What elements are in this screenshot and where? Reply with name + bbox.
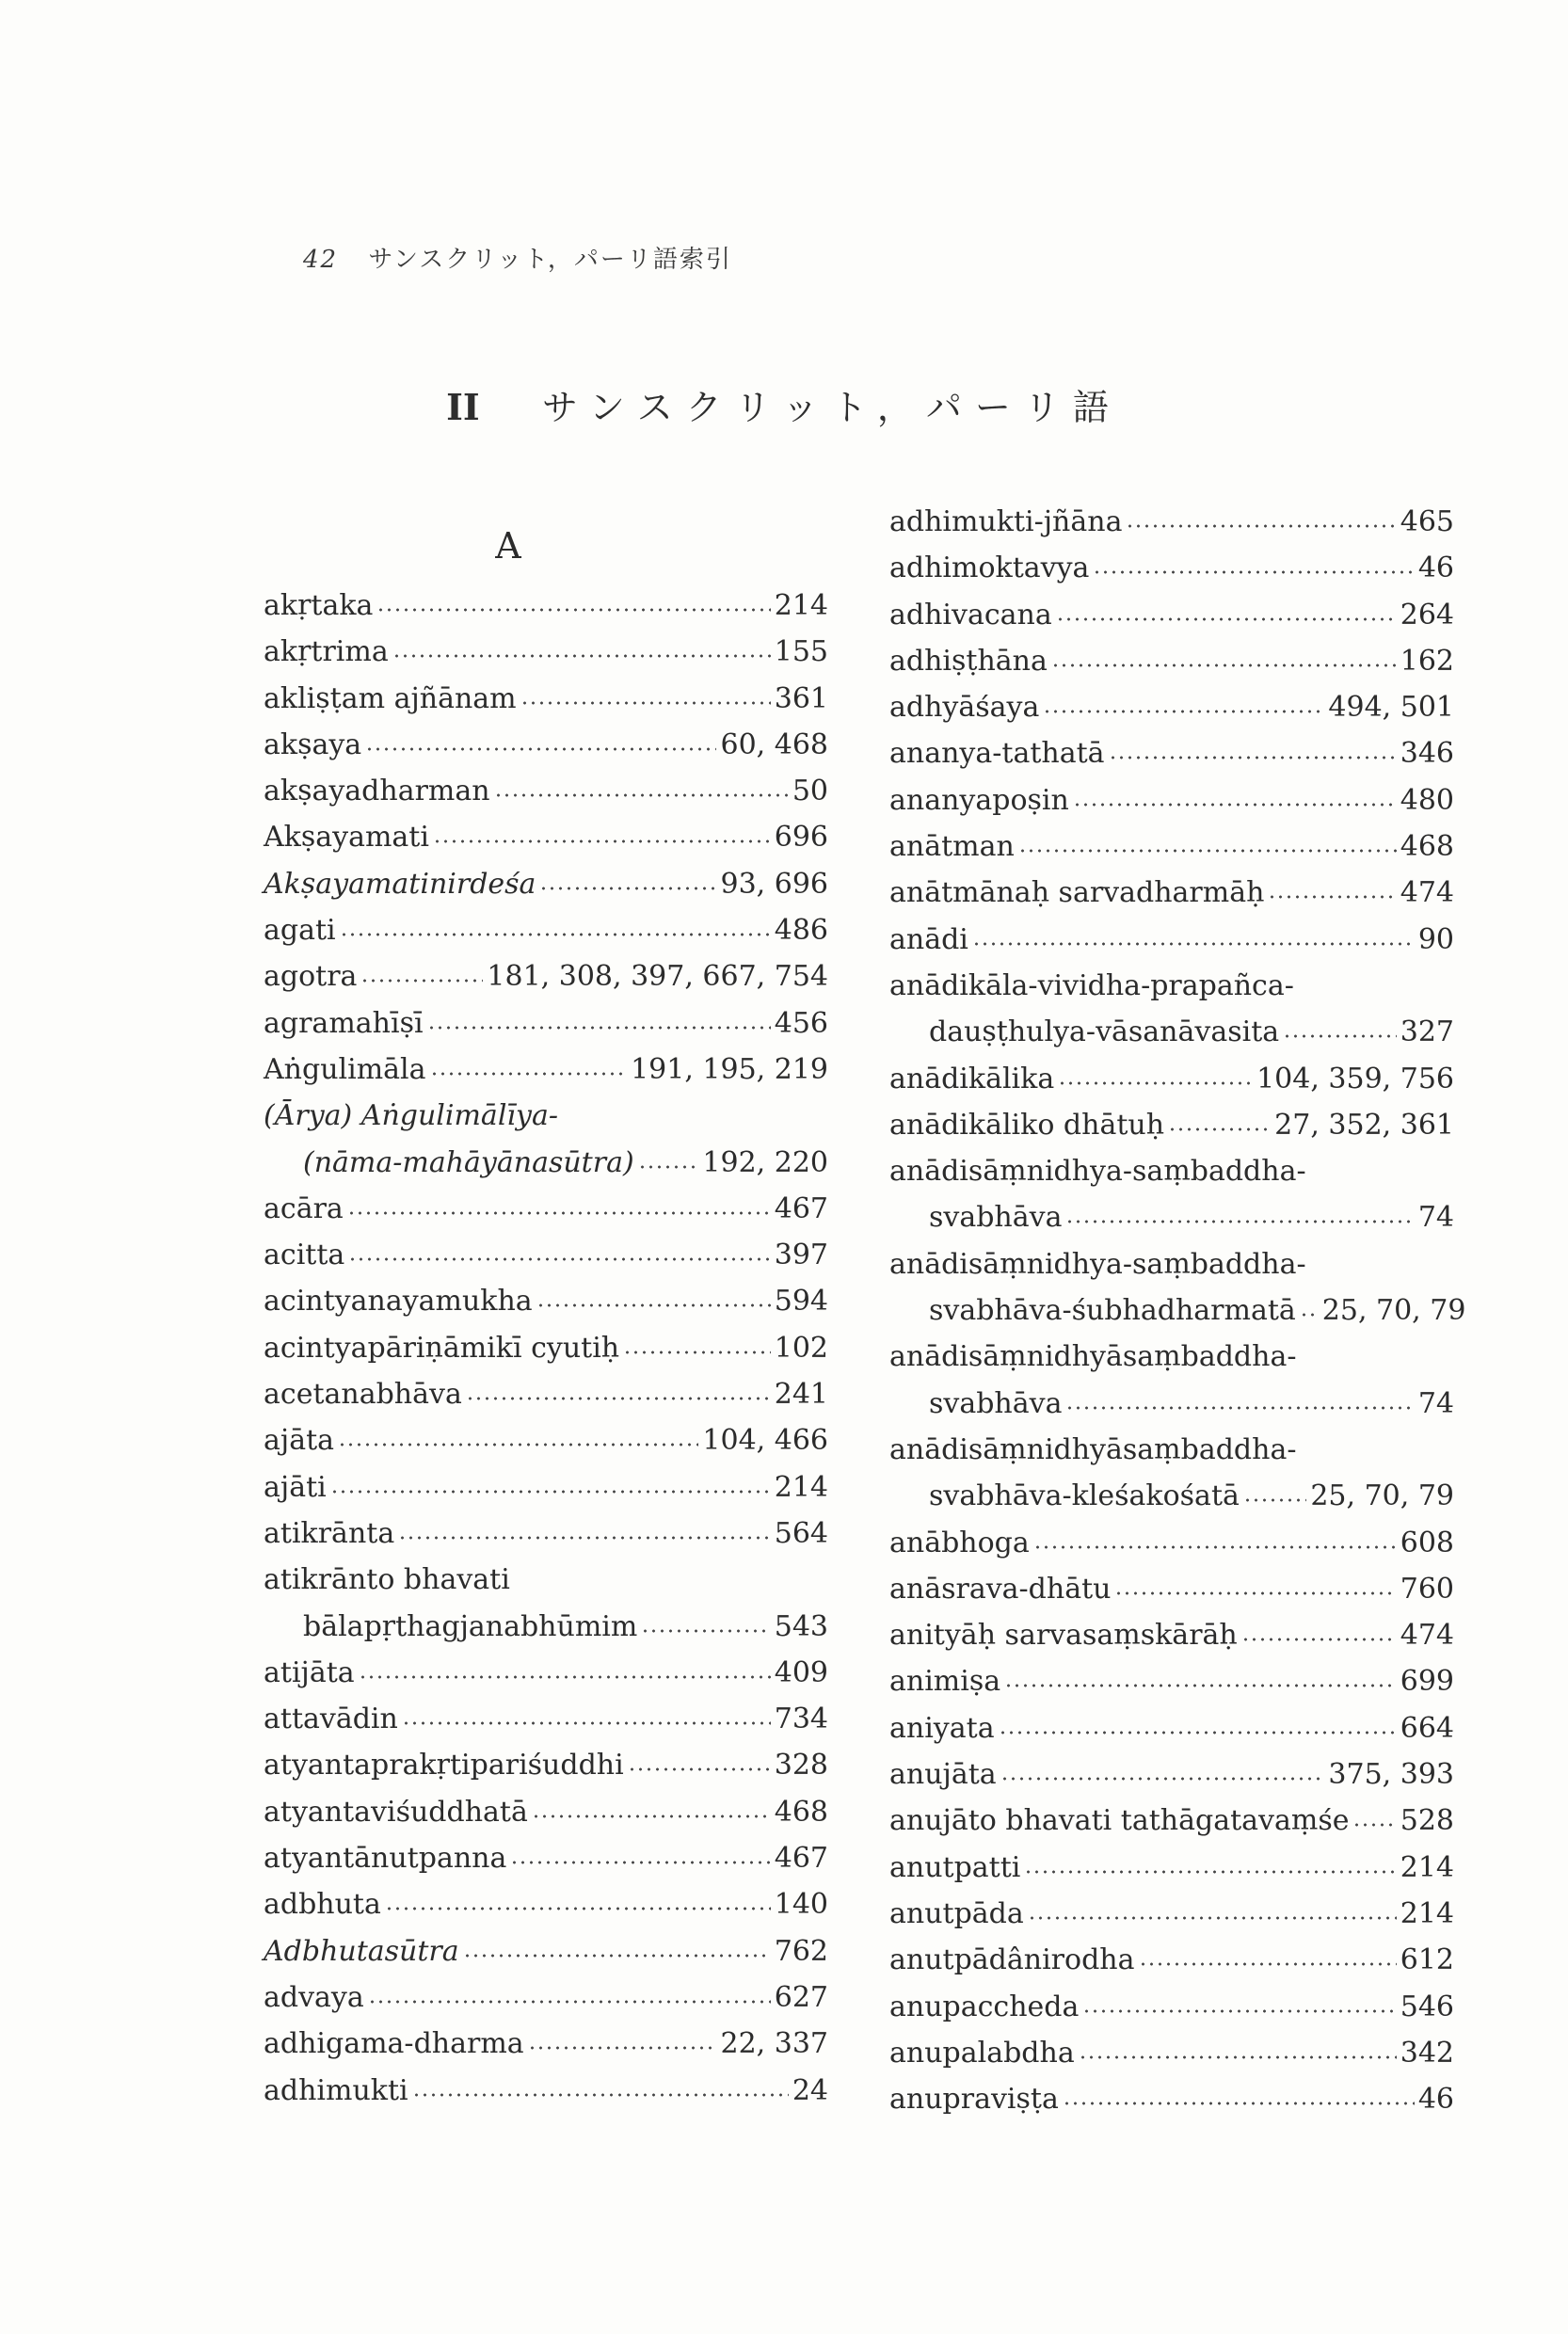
index-entry [889,1891,1454,1937]
index-entry [889,730,1454,776]
entry-term: atyantaprakṛtipariśuddhi [264,1749,624,1782]
index-entry [264,676,828,722]
index-entry [264,1604,828,1650]
index-entry [264,1928,828,1974]
entry-term: agramahīṣī [264,1006,424,1040]
dot-leader [376,605,770,615]
index-entry [889,1148,1454,1194]
entry-term: aniyata [889,1711,995,1745]
index-entry [264,1835,828,1881]
entry-pages: 528 [1400,1804,1454,1838]
entry-pages: 486 [774,914,828,948]
entry-pages: 104, 466 [702,1424,828,1458]
entry-term: Akṣayamati [264,821,429,855]
index-entry [889,777,1454,823]
entry-term: agotra [264,960,358,994]
entry-term: anutpatti [889,1850,1021,1884]
entry-term: anādisāṃnidhya-saṃbaddha- [889,1247,1306,1281]
index-entry [889,592,1454,638]
index-entry [264,814,828,860]
entry-term: anupraviṣṭa [889,2083,1059,2117]
dot-leader [1065,1217,1414,1226]
index-entry [889,1658,1454,1704]
entry-term: adhigama-dharma [264,2027,524,2061]
entry-pages: 24 [792,2073,828,2107]
entry-term: anityāḥ sarvasaṃskārāḥ [889,1619,1238,1653]
dot-leader [1056,615,1397,624]
dot-leader [1082,2006,1396,2016]
entry-pages: 74 [1417,1201,1454,1235]
index-entry [889,1845,1454,1891]
entry-pages: 456 [774,1006,828,1040]
entry-pages: 191, 195, 219 [631,1052,828,1086]
index-entry [889,870,1454,916]
entry-pages: 264 [1400,598,1454,631]
entry-term: anātman [889,830,1015,864]
entry-pages: 50 [792,775,828,808]
dot-leader [1241,1635,1397,1644]
entry-pages: 594 [774,1285,828,1319]
dot-leader [628,1765,771,1774]
dot-leader [1079,2053,1397,2062]
index-entry [889,638,1454,684]
index-entry [264,953,828,999]
index-entry [264,1232,828,1278]
index-entry [264,1417,828,1463]
entry-term: anupaccheda [889,1990,1080,2023]
entry-pages: 214 [774,1470,828,1504]
index-entry [889,963,1454,1009]
entry-pages: 90 [1417,922,1454,956]
entry-term: atikrānto bhavati [264,1563,510,1597]
dot-leader [1028,1913,1397,1923]
entry-term: svabhāva [929,1201,1063,1235]
index-entry [264,1047,828,1093]
entry-pages: 546 [1400,1990,1454,2023]
entry-term: anādikāla-vividha-prapañca- [889,968,1294,1002]
index-entry [889,1612,1454,1658]
entry-pages: 375, 393 [1328,1758,1454,1792]
entry-term: anādisāṃnidhyāsaṃbaddha- [889,1432,1297,1466]
entry-pages: 102 [774,1331,828,1365]
entry-pages: 346 [1400,737,1454,771]
entry-term: anādikālika [889,1062,1055,1095]
entry-pages: 397 [774,1239,828,1272]
index-entry [264,1325,828,1371]
dot-leader [365,744,716,754]
entry-term: akṛtrima [264,635,389,669]
dot-leader [433,837,771,846]
entry-pages: 465 [1400,505,1454,538]
entry-term: acāra [264,1191,344,1225]
entry-pages: 46 [1417,552,1454,585]
entry-pages: 22, 337 [720,2027,828,2061]
left-column [264,522,828,2114]
dot-leader [532,1812,771,1821]
entry-pages: 214 [774,589,828,622]
dot-leader [1065,1403,1414,1413]
entry-pages: 25, 70, 79 [1310,1479,1454,1513]
index-entry [264,1650,828,1696]
entry-term: anutpādânirodha [889,1943,1135,1977]
entry-term: advaya [264,1980,364,2014]
dot-leader [520,698,771,708]
entry-term: svabhāva-kleśakośatā [929,1479,1240,1513]
entry-pages: 734 [774,1703,828,1736]
entry-term: animiṣa [889,1665,1001,1699]
entry-pages: 241 [774,1378,828,1412]
dot-leader [1004,1681,1397,1690]
entry-pages: 60, 468 [720,727,828,761]
index-entry [264,1278,828,1324]
entry-term: ananyapoṣin [889,783,1069,817]
index-entry [889,1751,1454,1798]
index-entry [264,1140,828,1186]
entry-pages: 627 [774,1980,828,2014]
entry-pages: 104, 359, 756 [1256,1062,1454,1095]
dot-leader [402,1719,771,1728]
index-entry [889,1984,1454,2030]
index-entry [264,1511,828,1557]
entry-pages: 543 [774,1609,828,1643]
entry-term: ajāta [264,1424,335,1458]
entry-term: adbhuta [264,1888,381,1922]
entry-term: adhimukti [264,2073,408,2107]
page-number: 42 [303,246,339,274]
entry-term: agati [264,914,336,948]
entry-term: akṣayadharman [264,775,490,808]
dot-leader [360,976,483,985]
dot-leader [999,1728,1397,1737]
dot-leader [347,1208,771,1218]
entry-term: adhimukti-jñāna [889,505,1123,538]
entry-term: anādikāliko dhātuḥ [889,1108,1165,1142]
entry-term: acitta [264,1239,345,1272]
dot-leader [1051,661,1397,670]
dot-leader [1283,1031,1397,1041]
entry-pages: 214 [1400,1850,1454,1884]
index-entry [889,1056,1454,1102]
dot-leader [1063,2099,1415,2108]
dot-leader [348,1255,770,1264]
entry-pages: 342 [1400,2036,1454,2070]
dot-leader [340,930,771,939]
index-entry [889,2076,1454,2122]
entry-pages: 762 [774,1934,828,1968]
section-title-text: サンスクリット，パーリ語 [541,387,1122,428]
dot-leader [1268,892,1396,902]
entry-term: dauṣṭhulya-vāsanāvasita [929,1015,1280,1049]
dot-leader [510,1858,770,1867]
entry-pages: 760 [1400,1572,1454,1606]
dot-leader [430,1069,628,1079]
index-entry [889,545,1454,591]
index-entry [264,907,828,953]
dot-leader [1093,568,1414,577]
entry-term: atyantānutpanna [264,1842,507,1876]
dot-leader [368,1997,771,2006]
entry-term: adhiṣṭhāna [889,644,1048,678]
entry-term: atikrānta [264,1516,395,1550]
entry-pages: 162 [1400,644,1454,678]
index-entry [264,1789,828,1835]
dot-leader [972,939,1415,949]
index-entry [264,1696,828,1742]
index-entry [264,722,828,768]
index-entry [889,1520,1454,1566]
index-entry [264,1742,828,1788]
dot-leader [1109,753,1397,762]
index-entry [264,2068,828,2114]
entry-pages: 468 [774,1795,828,1829]
index-entry [889,1473,1454,1519]
entry-term: svabhāva-śubhadharmatā [929,1294,1296,1328]
dot-leader [1024,1867,1396,1877]
entry-term: anupalabdha [889,2036,1075,2070]
index-entry [264,1186,828,1232]
entry-pages: 361 [774,681,828,715]
entry-term: anāsrava-dhātu [889,1572,1112,1606]
letter-heading: A [495,525,521,567]
dot-leader [330,1487,771,1496]
index-entry [889,1705,1454,1751]
entry-term: adhimoktavya [889,552,1090,585]
dot-leader [1300,1310,1319,1319]
dot-leader [528,2043,717,2053]
entry-term: anujāto bhavati tathāgatavaṃśe [889,1804,1350,1838]
dot-leader [1000,1774,1325,1783]
dot-leader [1139,1959,1397,1969]
dot-leader [638,1162,699,1172]
dot-leader [1352,1820,1396,1830]
index-entry [264,1371,828,1417]
entry-pages: 140 [774,1888,828,1922]
index-entry [889,684,1454,730]
dot-leader [398,1533,771,1543]
entry-term: acintyapāriṇāmikī cyutiḥ [264,1331,620,1365]
index-entry [889,1381,1454,1427]
entry-term: anutpāda [889,1896,1024,1930]
entry-pages: 192, 220 [702,1145,828,1179]
dot-leader [536,1301,771,1310]
index-entry [264,1974,828,2021]
index-entry [889,2030,1454,2076]
entry-term: ajāti [264,1470,327,1504]
index-entry [889,1427,1454,1473]
dot-leader [466,1394,771,1403]
dot-leader [1058,1079,1253,1088]
entry-term: Akṣayamatinirdeśa [264,867,536,901]
index-entry [264,583,828,629]
entry-term: adhivacana [889,598,1052,631]
entry-pages: 327 [1400,1015,1454,1049]
dot-leader [463,1951,771,1960]
index-entry [889,1798,1454,1844]
index-entry [889,1194,1454,1240]
dot-leader [1018,846,1397,855]
entry-term: anādi [889,922,968,956]
entry-pages: 474 [1400,1619,1454,1653]
dot-leader [412,2090,789,2100]
entry-pages: 328 [774,1749,828,1782]
entry-pages: 480 [1400,783,1454,817]
index-entry [264,1000,828,1047]
entry-term: bālapṛthagjanabhūmim [303,1609,638,1643]
index-entry [889,499,1454,545]
entry-term: acetanabhāva [264,1378,462,1412]
entry-pages: 612 [1400,1943,1454,1977]
entry-term: Adbhutasūtra [264,1934,459,1968]
entry-pages: 46 [1417,2083,1454,2117]
index-entry [264,768,828,814]
index-entry [889,823,1454,870]
entry-pages: 494, 501 [1328,691,1454,725]
dot-leader [385,1904,771,1913]
entry-term: svabhāva [929,1386,1063,1420]
dot-leader [1243,1495,1306,1505]
entry-term: attavādin [264,1703,398,1736]
index-entry [264,2021,828,2067]
left-entries [264,583,828,2114]
index-entry [889,1009,1454,1055]
entry-term: adhyāśaya [889,691,1040,725]
entry-term: anātmānaḥ sarvadharmāḥ [889,876,1265,910]
dot-leader [392,651,771,661]
entry-pages: 27, 352, 361 [1274,1108,1454,1142]
entry-pages: 564 [774,1516,828,1550]
entry-pages: 699 [1400,1665,1454,1699]
dot-leader [494,791,789,800]
right-entries [889,499,1466,2122]
entry-pages: 74 [1417,1386,1454,1420]
entry-term: atijāta [264,1655,355,1689]
entry-term: anābhoga [889,1526,1030,1559]
entry-pages: 181, 308, 397, 667, 754 [487,960,828,994]
entry-pages: 214 [1400,1896,1454,1930]
index-entry [264,861,828,907]
index-entry [264,1464,828,1511]
index-entry [264,629,828,675]
entry-pages: 467 [774,1842,828,1876]
dot-leader [1114,1589,1396,1598]
entry-term: akṛtaka [264,589,374,622]
running-head [303,240,732,275]
dot-leader [1073,800,1397,809]
right-column [889,499,1466,2122]
dot-leader [1126,521,1396,531]
dot-leader [338,1440,698,1449]
dot-leader [623,1348,771,1357]
entry-term: (nāma-mahāyānasūtra) [303,1145,634,1179]
section-title [0,378,1568,430]
entry-pages: 608 [1400,1526,1454,1559]
dot-leader [641,1626,770,1636]
entry-term: Aṅgulimāla [264,1052,426,1086]
entry-term: (Ārya) Aṅgulimālīya- [264,1099,558,1133]
entry-pages: 696 [774,821,828,855]
entry-pages: 93, 696 [720,867,828,901]
running-head-title: サンスクリット，パーリ語索引 [368,246,732,274]
index-entry [264,1881,828,1927]
dot-leader [427,1023,771,1032]
entry-pages: 468 [1400,830,1454,864]
dot-leader [359,1672,771,1682]
dot-leader [1043,707,1324,716]
dot-leader [1033,1543,1397,1552]
entry-pages: 409 [774,1655,828,1689]
entry-term: acintyanayamukha [264,1285,533,1319]
dot-leader [539,884,716,893]
entry-pages: 155 [774,635,828,669]
index-entry [889,1334,1454,1380]
entry-term: akliṣṭam ajñānam [264,681,517,715]
index-entry [264,1557,828,1603]
dot-leader [1168,1125,1271,1134]
entry-term: anādisāṃnidhyāsaṃbaddha- [889,1340,1297,1374]
entry-term: akṣaya [264,727,362,761]
index-entry [264,1093,828,1139]
index-entry [889,1937,1454,1983]
entry-pages: 467 [774,1191,828,1225]
entry-pages: 25, 70, 79 [1321,1294,1466,1328]
index-entry [889,1287,1466,1334]
section-number: II [446,386,480,428]
entry-term: ananya-tathatā [889,737,1105,771]
index-entry [889,1566,1454,1612]
index-entry [889,917,1454,963]
entry-pages: 474 [1400,876,1454,910]
index-entry [889,1241,1454,1287]
entry-term: atyantaviśuddhatā [264,1795,528,1829]
entry-term: anujāta [889,1758,997,1792]
index-entry [889,1102,1454,1148]
entry-term: anādisāṃnidhya-saṃbaddha- [889,1155,1306,1189]
entry-pages: 664 [1400,1711,1454,1745]
